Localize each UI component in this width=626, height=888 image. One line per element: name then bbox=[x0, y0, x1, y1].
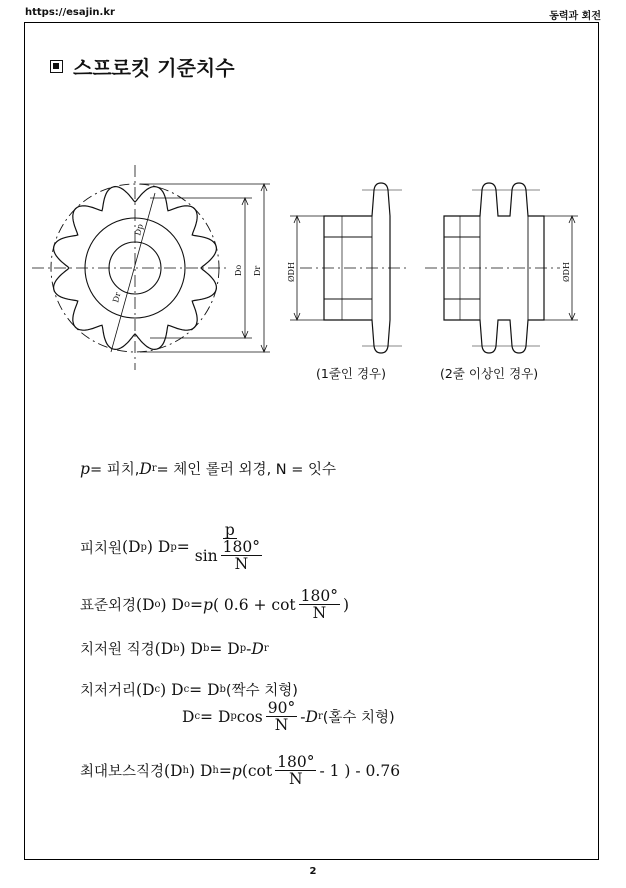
page-number: 2 bbox=[309, 866, 317, 877]
caption-single-strand: (1줄인 경우) bbox=[316, 366, 386, 381]
symbol-legend: p = 피치, D r = 체인 롤러 외경, N = 잇수 bbox=[80, 459, 337, 478]
sprocket-drawing bbox=[0, 0, 626, 400]
formula-root-diameter: 치저원 직경 (D b ) D b = D p - D r bbox=[80, 639, 269, 658]
label-dr: Dr bbox=[111, 291, 123, 304]
caption-multi-strand: (2줄 이상인 경우) bbox=[440, 366, 539, 381]
formula-boss-diameter: 최대보스직경 (D h ) D h = p (cot $\frac{180^\circ}{N}$ - 1 ) - 0.76 bbox=[80, 753, 401, 788]
label-dp: Dp bbox=[133, 223, 145, 237]
header-url[interactable]: https://esajin.kr bbox=[25, 7, 115, 18]
page-title-text: 스프로킷 기준치수 bbox=[73, 56, 235, 80]
label-do: Do bbox=[234, 264, 243, 276]
label-dr-outer: Dr bbox=[253, 265, 262, 276]
formula-caliper-even: 치저거리 (D c ) D c = D b (짝수 치형) bbox=[80, 680, 298, 699]
formula-caliper-odd: D c = D p cos $\frac{90^\circ}{N}$ - D r (홀수 치형) bbox=[182, 699, 395, 734]
formula-pitch-diameter: 피치원 (D p ) D p = p sin $\frac{180^\circ}{N}$ bbox=[80, 521, 261, 573]
label-dh-1: ØDH bbox=[287, 262, 296, 282]
header-category: 동력과 회전 bbox=[549, 11, 601, 22]
formula-outer-diameter: 표준외경 (D o ) D o = p ( 0.6 + cot $\frac{180^\circ}{N}$ ) bbox=[80, 587, 350, 622]
label-dh-2: ØDH bbox=[562, 262, 571, 282]
